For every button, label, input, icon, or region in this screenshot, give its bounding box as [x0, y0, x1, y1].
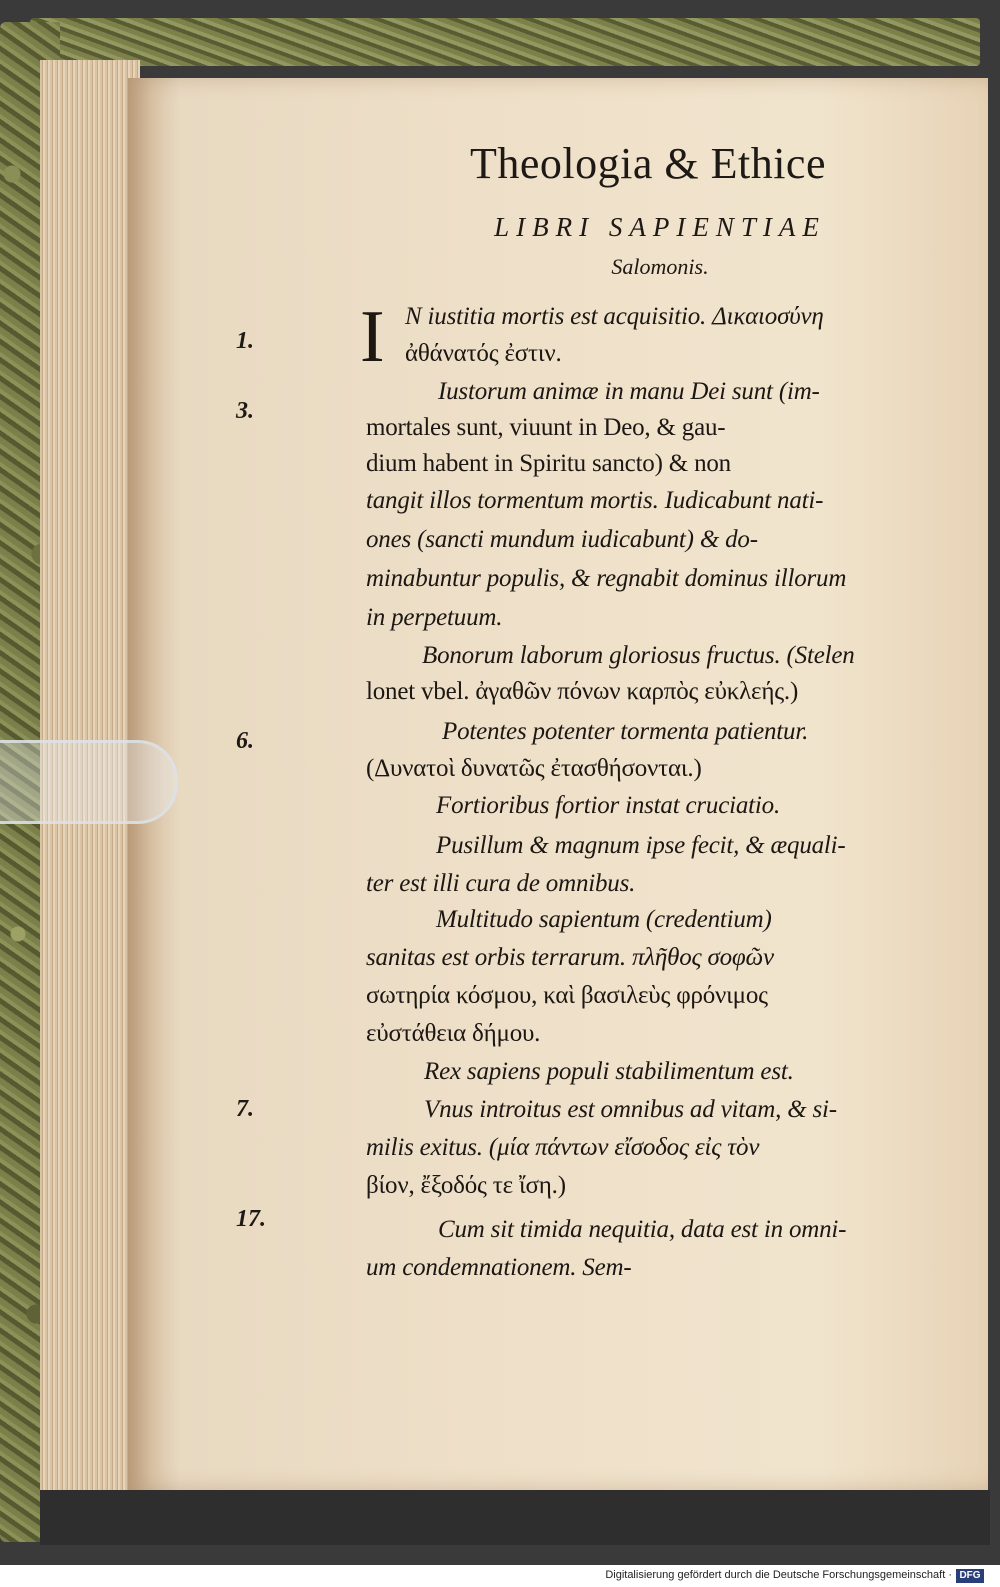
text-line: Potentes potenter tormenta patientur. — [442, 718, 809, 745]
text-line: dium habent in Spiritu sancto) & non — [366, 450, 731, 477]
drop-cap: I — [360, 296, 385, 378]
text-line: minabuntur populis, & regnabit dominus illorum — [366, 565, 847, 592]
book-cover-top — [30, 18, 980, 66]
text-line: σωτηρία κόσμου, καὶ βασιλεὺς φρόνιμος — [366, 982, 768, 1009]
text-line: ἀθάνατός ἐστιν. — [405, 340, 562, 367]
text-line: um condemnationem. Sem- — [366, 1254, 632, 1281]
text-line: ones (sancti mundum iudicabunt) & do- — [366, 526, 758, 553]
book-title: LIBRI SAPIENTIAE — [494, 212, 826, 242]
text-line: tangit illos tormentum mortis. Iudicabunt nati- — [366, 487, 824, 514]
text-line: Rex sapiens populi stabilimentum est. — [424, 1058, 794, 1085]
footer — [0, 1566, 1000, 1587]
text-line: in perpetuum. — [366, 604, 503, 631]
text-line: εὐστάθεια δήμου. — [366, 1020, 541, 1047]
dfg-logo: DFG — [956, 1569, 984, 1583]
text-line: mortales sunt, viuunt in Deo, & gau- — [366, 414, 726, 441]
text-line: N iustitia mortis est acquisitio. Δικαιοσύνη — [405, 303, 824, 330]
running-head: Theologia & Ethice — [470, 139, 826, 188]
text-line: Fortioribus fortior instat cruciatio. — [436, 792, 781, 819]
book-subtitle: Salomonis. — [611, 254, 709, 279]
text-line: Multitudo sapientum (credentium) — [436, 906, 772, 933]
margin-number: 6. — [236, 728, 254, 754]
text-line: ter est illi cura de omnibus. — [366, 870, 636, 897]
text-line: Vnus introitus est omnibus ad vitam, & si- — [424, 1096, 837, 1123]
text-line: Bonorum laborum gloriosus fructus. (Stelen — [422, 642, 855, 669]
margin-number: 7. — [236, 1096, 254, 1122]
margin-number: 3. — [236, 398, 254, 424]
text-line: Cum sit timida nequitia, data est in omni- — [438, 1216, 847, 1243]
page-clip — [0, 740, 178, 824]
margin-number: 1. — [236, 328, 254, 354]
bottom-shadow — [40, 1490, 990, 1545]
text-line: milis exitus. (μία πάντων εἴσοδος εἰς τὸν — [366, 1134, 760, 1161]
text-line: (Δυνατοὶ δυνατῶς ἐτασθήσονται.) — [366, 755, 702, 782]
text-line: Iustorum animæ in manu Dei sunt (im- — [438, 378, 820, 405]
footer-credit: Digitalisierung gefördert durch die Deutsche Forschungsgemeinschaft · — [605, 1569, 952, 1581]
margin-number: 17. — [236, 1206, 266, 1232]
text-line: βίον, ἔξοδός τε ἴση.) — [366, 1172, 566, 1199]
text-line: sanitas est orbis terrarum. πλῆθος σοφῶν — [366, 944, 774, 971]
text-line: Pusillum & magnum ipse fecit, & æquali- — [436, 832, 846, 859]
text-line: lonet vbel. ἀγαθῶν πόνων καρπὸς εὐκλεής.) — [366, 678, 799, 705]
